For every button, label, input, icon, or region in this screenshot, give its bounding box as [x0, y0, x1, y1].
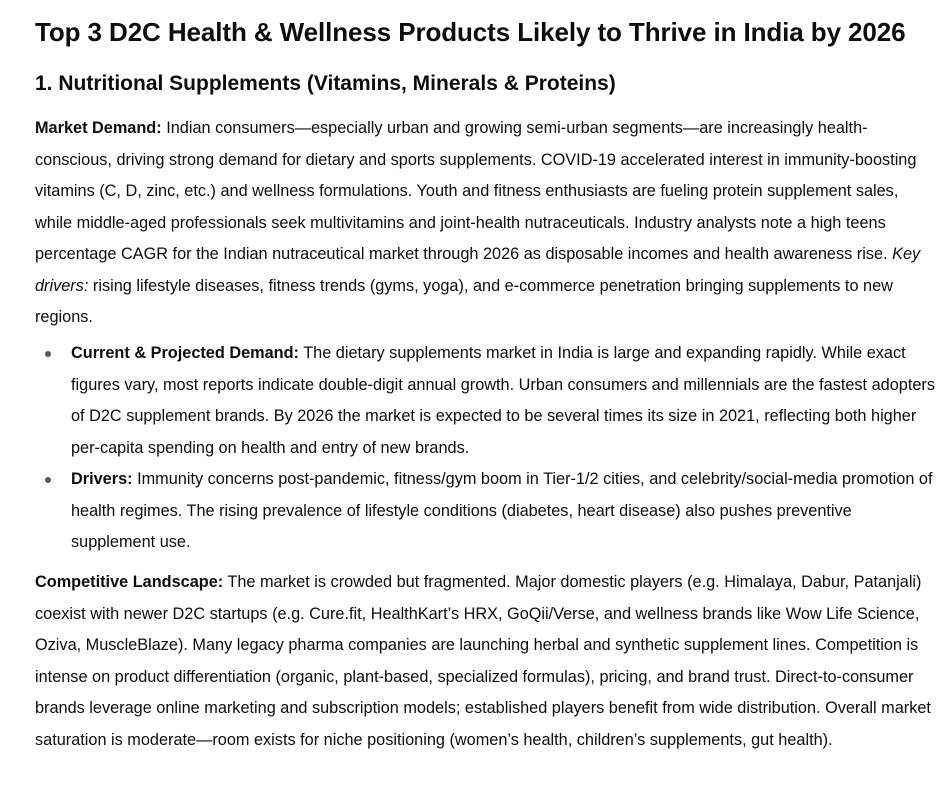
bullet-text: The dietary supplements market in India is large and expanding rapidly. While exact figures vary, most reports indicate double-digit annual growth. Urban consumers and millennials are the fastest adopters of D2C supplement brands. By 2026 the market is expected to be several times its size in 2021, reflecting both higher per-capita spending on health and entry of new brands.: [71, 344, 935, 457]
competitive-landscape-paragraph: [35, 567, 938, 756]
bullet-dot-icon: [45, 351, 51, 357]
competitive-landscape-text: The market is crowded but fragmented. Major domestic players (e.g. Himalaya, Dabur, Patanjali) coexist with newer D2C startups (e.g. Cure.fit, HealthKart’s HRX, GoQii/Verse, and wellness brands like Wow Life Science, Oziva, MuscleBlaze). Many legacy pharma companies are launching herbal and synthetic supplement lines. Competition is intense on product differentiation (organic, plant-based, specialized formulas), pricing, and brand trust. Direct-to-consumer brands leverage online marketing and subscription models; established players benefit from wide distribution. Overall market saturation is moderate—room exists for niche positioning (women’s health, children’s supplements, gut health).: [35, 573, 931, 749]
bullet-label: Current & Projected Demand:: [71, 344, 299, 362]
market-demand-text: Indian consumers—especially urban and growing semi-urban segments—are increasingly health-conscious, driving strong demand for dietary and sports supplements. COVID-19 accelerated interest in immunity-boosting vitamins (C, D, zinc, etc.) and wellness formulations. Youth and fitness enthusiasts are fueling protein supplement sales, while middle-aged professionals seek multivitamins and joint-health nutraceuticals. Industry analysts note a high teens percentage CAGR for the Indian nutraceutical market through 2026 as disposable incomes and health awareness rise.: [35, 119, 917, 263]
bullet-label: Drivers:: [71, 470, 133, 488]
market-demand-paragraph: [35, 113, 938, 334]
competitive-landscape-label: Competitive Landscape:: [35, 573, 224, 591]
key-drivers-text: rising lifestyle diseases, fitness trends (gyms, yoga), and e-commerce penetration bringing supplements to new regions.: [35, 276, 893, 326]
page-title: Top 3 D2C Health & Wellness Products Likely to Thrive in India by 2026: [35, 17, 906, 47]
list-item: [35, 338, 938, 464]
list-item: [35, 464, 938, 559]
bullet-text: Immunity concerns post-pandemic, fitness/gym boom in Tier-1/2 cities, and celebrity/social-media promotion of health regimes. The rising prevalence of lifestyle conditions (diabetes, heart disease) also pushes preventive supplement use.: [71, 470, 933, 551]
bullet-list: [35, 338, 938, 559]
bullet-dot-icon: [45, 477, 51, 483]
section-heading: 1. Nutritional Supplements (Vitamins, Minerals & Proteins): [35, 72, 616, 95]
key-drivers-label: Key drivers:: [35, 245, 921, 295]
market-demand-label: Market Demand:: [35, 119, 162, 137]
